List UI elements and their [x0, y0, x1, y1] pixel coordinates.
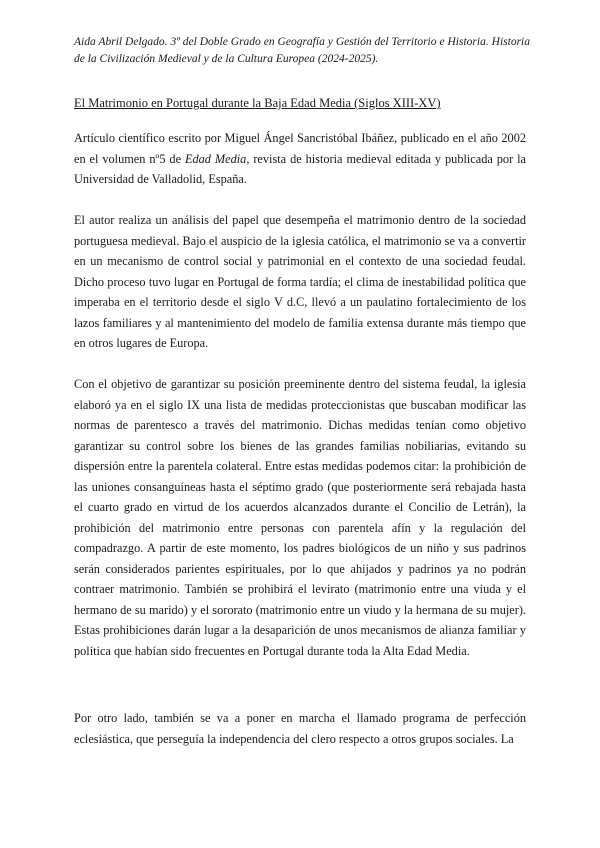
paragraph-measures: Con el objetivo de garantizar su posición preeminente dentro del sistema feudal, la iglesia elaboró ya en el siglo IX una lista de medidas proteccionistas que buscaban modificar las normas de parentesco a través del matrimonio. Dichas medidas tenían como objetivo garantizar su control sobre los bienes de las grandes familias nobiliarias, evitando su dispersión entre la parentela colateral. Entre estas medidas podemos citar: la prohibición de las uniones consanguíneas hasta el séptimo grado (que posteriormente será rebajada hasta el cuarto grado en virtud de los acuerdos alcanzados durante el Concilio de Letrán), la prohibición del matrimonio entre personas con parentela afín y la regulación del compadrazgo. A partir de este momento, los padres biológicos de un niño y sus padrinos serán considerados parientes espirituales, por lo que ahijados y padrinos ya no podrán contraer matrimonio. También se prohibirá el levirato (matrimonio entre una viuda y el hermano de su marido) y el sororato (matrimonio entre un viudo y la hermana de su mujer). Estas prohibiciones darán lugar a la desaparición de unos mecanismos de alianza familiar y política que habían sido frecuentes en Portugal durante toda la Alta Edad Media.: [74, 377, 526, 658]
paragraph-intro: [74, 128, 526, 190]
intro-text-part1: Artículo científico escrito por Miguel Ángel Sancristóbal Ibáñez, publicado en el año 2002 en el volumen nº5 de: [74, 131, 526, 166]
paragraph-analysis: El autor realiza un análisis del papel que desempeña el matrimonio dentro de la sociedad portuguesa medieval. Bajo el auspicio de la iglesia católica, el matrimonio se va a convertir en un mecanismo de control social y patrimonial en el contexto de una sociedad feudal. Dicho proceso tuvo lugar en Portugal de forma tardía; el clima de inestabilidad política que imperaba en el territorio desde el siglo V d.C, llevó a un paulatino fortalecimiento de los lazos familiares y al mantenimiento del modelo de familia extensa durante más tiempo que en otros lugares de Europa.: [74, 213, 526, 350]
article-title: El Matrimonio en Portugal durante la Baja Edad Media (Siglos XIII-XV): [74, 96, 441, 110]
page-header: Aida Abril Delgado. 3º del Doble Grado en Geografía y Gestión del Territorio e Historia. Historia de la Civilización Medieval y de la Cultura Europea (2024-2025).: [74, 36, 530, 65]
journal-name: Edad Media: [184, 151, 247, 166]
paragraph-perfection-program: Por otro lado, también se va a poner en marcha el llamado programa de perfección eclesiástica, que perseguía la independencia del clero respecto a otros grupos sociales. La: [74, 711, 526, 746]
intro-text-part2: , revista de historia medieval editada y publicada por la Universidad de Valladolid, España.: [74, 151, 526, 186]
